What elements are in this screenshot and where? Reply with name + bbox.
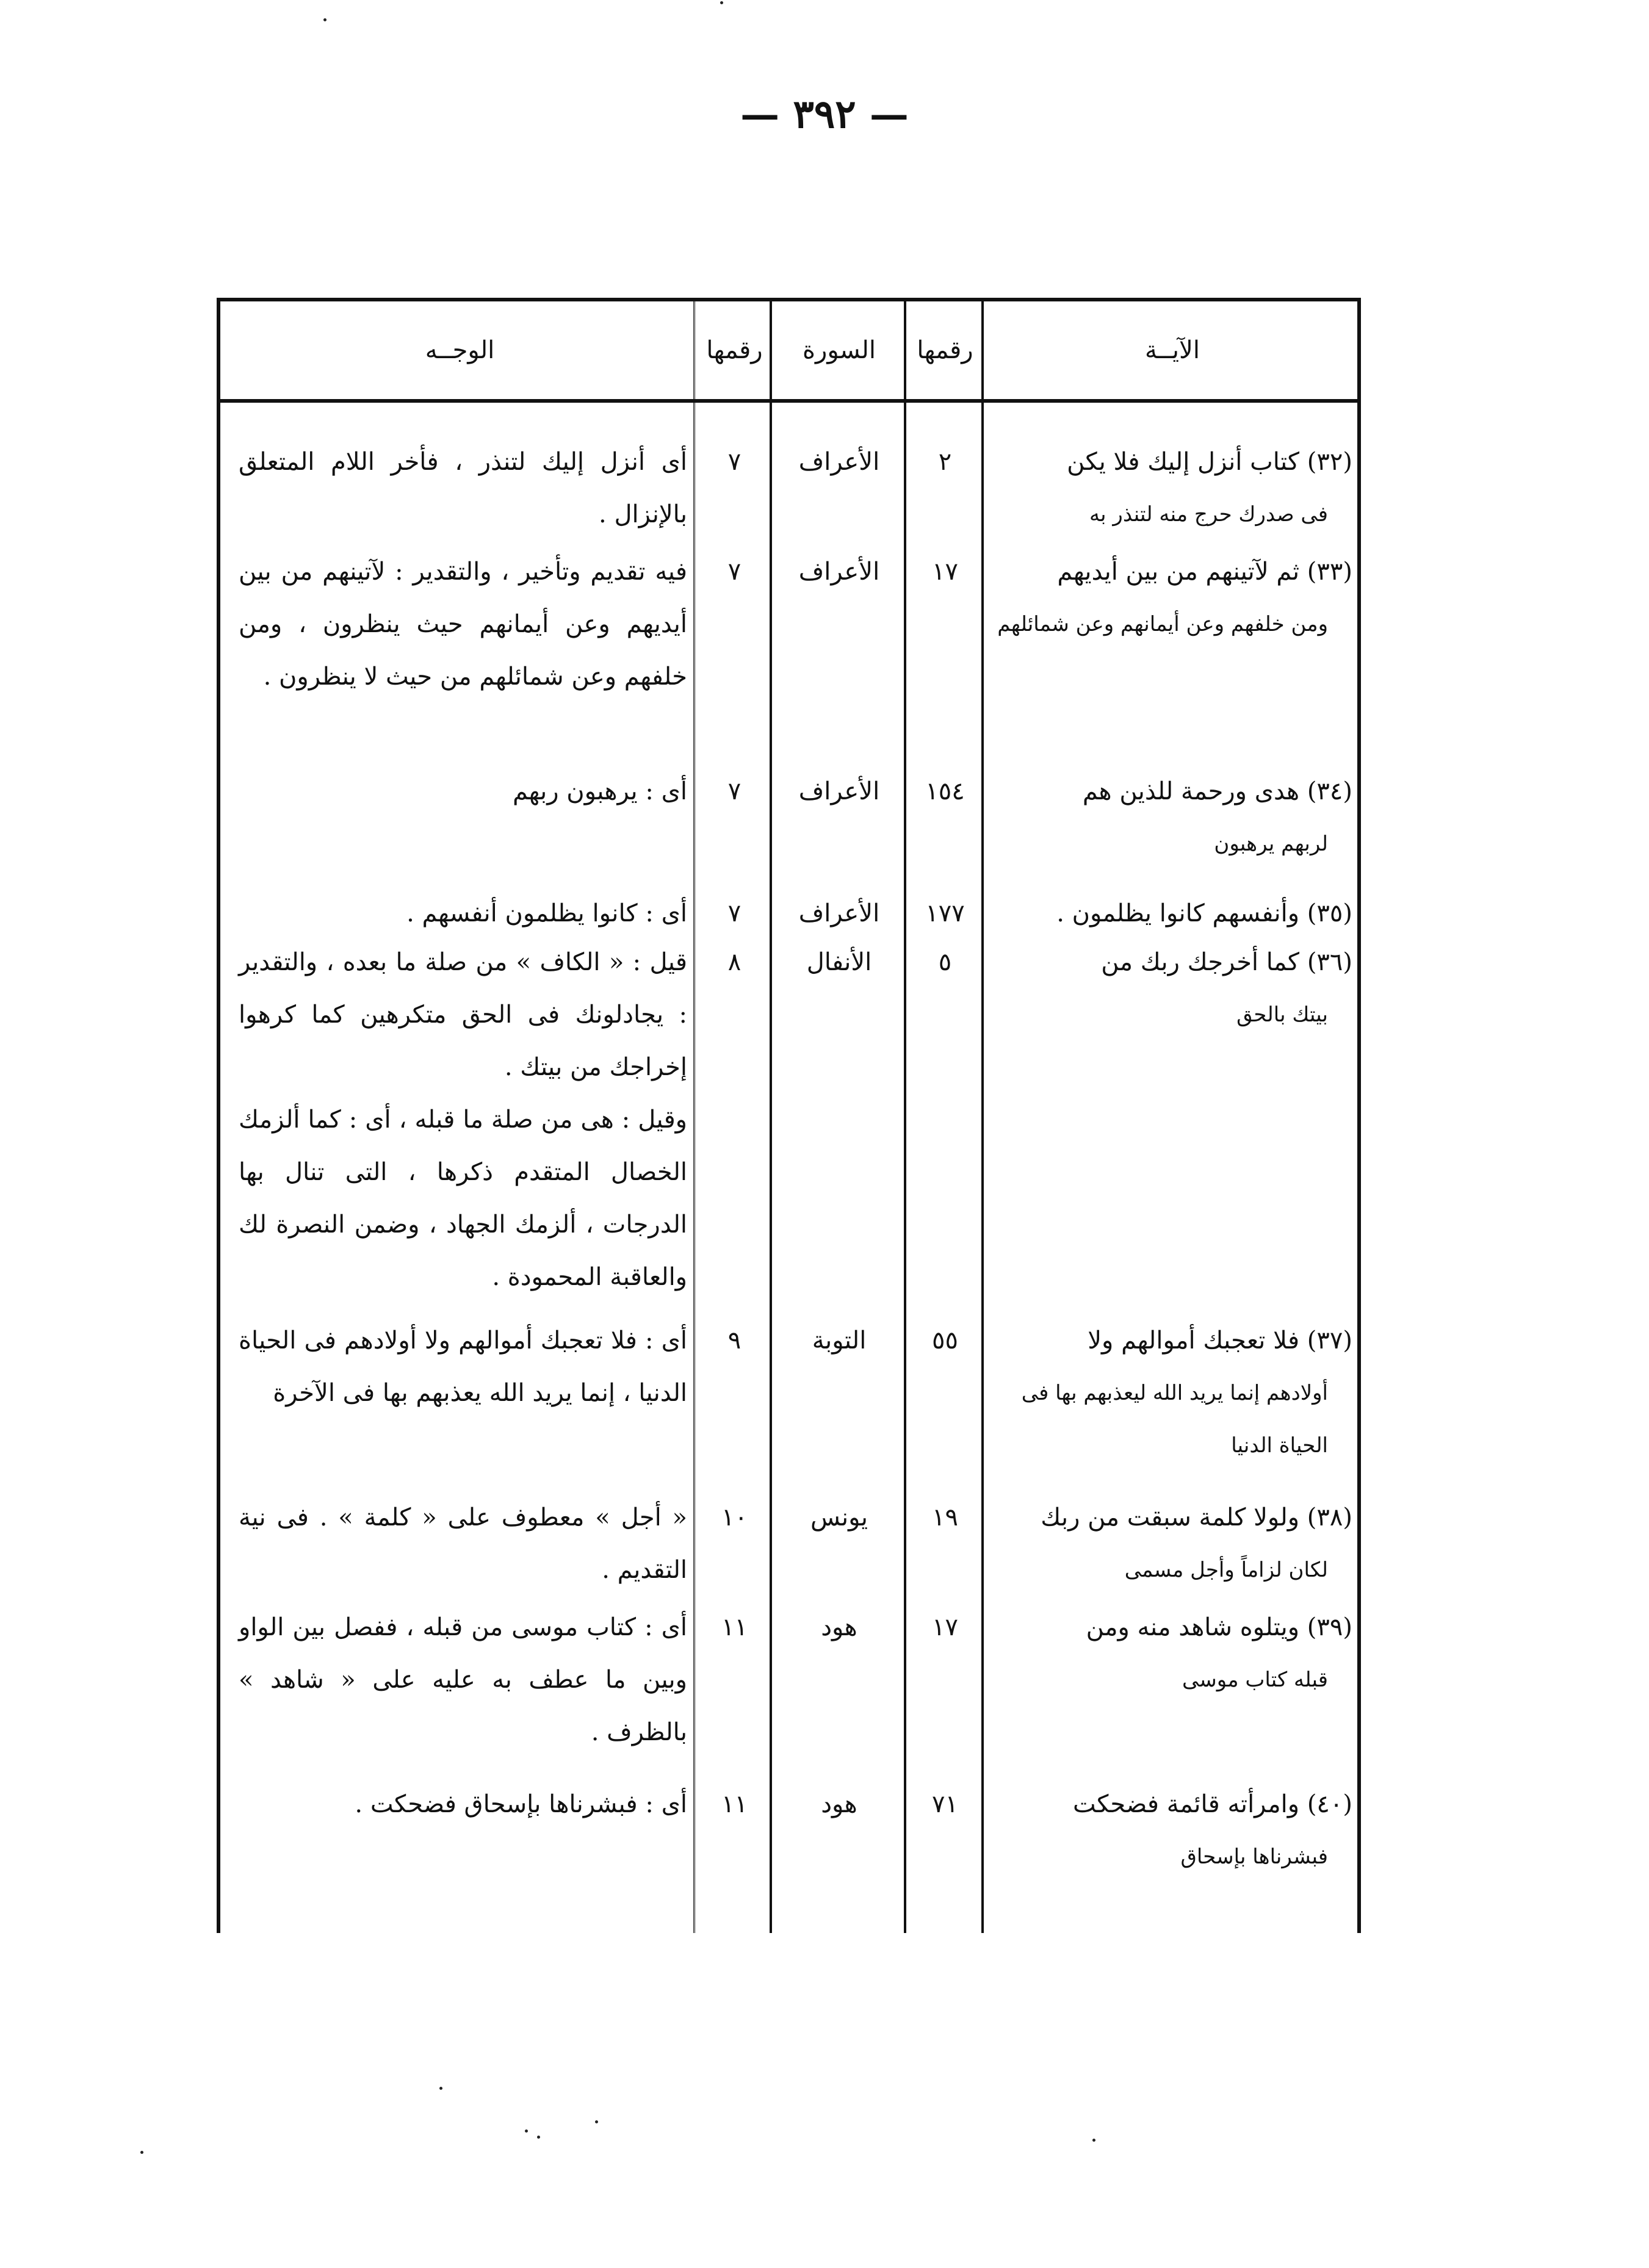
surah-number: ٧ [727, 777, 742, 805]
verse-number: ١٩ [932, 1503, 958, 1532]
explanation-text: أى : يرهبون ربهم [513, 777, 687, 805]
verse-text: (٣٢) كتاب أنزل إليك فلا يكن فى صدرك حرج منه لتنذر به [1067, 448, 1352, 527]
header-verse: الآيــة [1145, 336, 1200, 364]
page-number: — ٣٩٢ — [740, 92, 909, 137]
header-surah-number: رقمها [706, 336, 763, 364]
surah-name: الأعراف [798, 899, 880, 927]
verse-number: ٥٥ [932, 1327, 958, 1355]
header-explanation: الوجــه [425, 336, 495, 364]
surah-number: ٩ [727, 1327, 742, 1355]
header-verse-number: رقمها [917, 336, 973, 364]
verse-number: ١٥٤ [925, 777, 965, 805]
surah-name: التوبة [812, 1327, 867, 1355]
verse-number: ٢ [938, 448, 952, 476]
verse-number: ١٧ [932, 558, 958, 586]
verse-number: ٥ [938, 948, 952, 976]
verse-text: (٣٩) ويتلوه شاهد منه ومن قبله كتاب موسى [1086, 1613, 1352, 1692]
verse-text: (٣٧) فلا تعجبك أموالهم ولا أولادهم إنما يريد الله ليعذبهم بها فى الحياة الدنيا [1021, 1327, 1352, 1458]
surah-number: ١٠ [721, 1503, 748, 1532]
header-surah: السورة [803, 336, 876, 364]
column-divider [770, 301, 772, 1933]
verse-text: (٤٠) وامرأته قائمة فضحكت فبشرناها بإسحاق [1073, 1790, 1352, 1869]
surah-name: هود [821, 1613, 857, 1641]
verse-number: ٧١ [932, 1790, 958, 1818]
verse-text: (٣٨) ولولا كلمة سبقت من ربك لكان لزاماً وأجل مسمى [1041, 1503, 1352, 1582]
verse-text: (٣٤) هدى ورحمة للذين هم لربهم يرهبون [1082, 777, 1352, 856]
surah-number: ٧ [727, 448, 742, 476]
surah-name: الأنفال [806, 948, 872, 976]
surah-number: ٧ [727, 558, 742, 586]
verse-number: ١٧ [932, 1613, 958, 1641]
surah-number: ١١ [721, 1613, 748, 1641]
verse-text: (٣٦) كما أخرجك ربك من بيتك بالحق [1101, 948, 1352, 1027]
column-divider [904, 301, 906, 1933]
surah-name: هود [821, 1790, 857, 1818]
explanation-text: أى : فبشرناها بإسحاق فضحكت . [355, 1790, 687, 1818]
surah-name: الأعراف [798, 448, 880, 476]
surah-name: الأعراف [798, 777, 880, 805]
verse-text: (٣٥) وأنفسهم كانوا يظلمون . [1056, 899, 1352, 927]
explanation-text: أى : فلا تعجبك أموالهم ولا أولادهم فى الحياة الدنيا ، إنما يريد الله يعذبهم بها فى الآخرة [239, 1327, 687, 1407]
explanation-text: أى : كتاب موسى من قبله ، ففصل بين الواو وبين ما عطف به عليه على « شاهد » بالظرف . [239, 1613, 687, 1746]
explanation-text: قيل : « الكاف » من صلة ما بعده ، والتقدير : يجادلونك فى الحق متكرهين كما كرهوا إخراجك من بيتك . وقيل : هى من صلة ما قبله ، أى : كما ألزمك الخصال المتقدم ذكرها ، التى تنال بها الدرجات ، ألزمك الجهاد ، وضمن النصرة لك والعاقبة المحمودة . [239, 948, 687, 1291]
surah-number: ٨ [727, 948, 742, 976]
surah-name: الأعراف [798, 558, 880, 586]
explanation-text: « أجل » معطوف على « كلمة » . فى نية التقديم . [239, 1503, 687, 1584]
verse-table [217, 298, 1361, 1933]
surah-name: يونس [810, 1503, 868, 1532]
surah-number: ٧ [727, 899, 742, 927]
table-header [220, 301, 1357, 403]
explanation-text: أى أنزل إليك لتنذر ، فأخر اللام المتعلق بالإنزال . [239, 448, 687, 528]
verse-number: ١٧٧ [925, 899, 965, 927]
verse-text: (٣٣) ثم لآتينهم من بين أيديهم ومن خلفهم وعن أيمانهم وعن شمائلهم [997, 558, 1352, 636]
explanation-text: فيه تقديم وتأخير ، والتقدير : لآتينهم من بين أيديهم وعن أيمانهم حيث ينظرون ، ومن خلفهم وعن شمائلهم من حيث لا ينظرون . [239, 558, 687, 691]
surah-number: ١١ [721, 1790, 748, 1818]
explanation-text: أى : كانوا يظلمون أنفسهم . [406, 899, 687, 927]
column-divider [981, 301, 984, 1933]
